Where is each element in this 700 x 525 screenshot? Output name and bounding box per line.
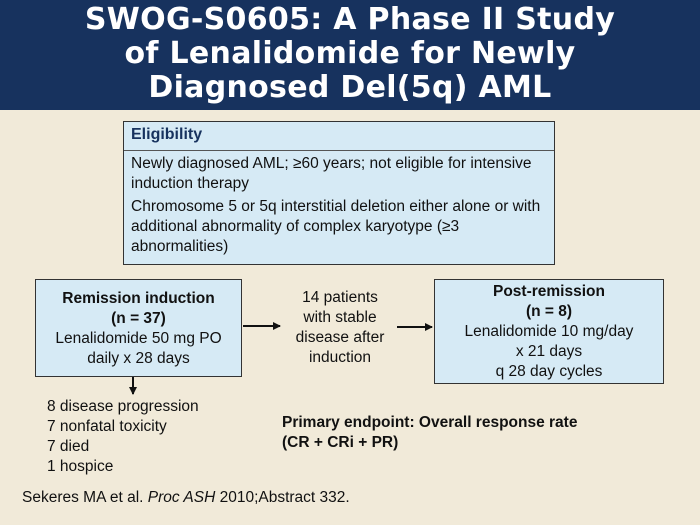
- remission-induction-n: (n = 37): [111, 310, 166, 327]
- stable-disease-line: 14 patients: [302, 289, 378, 306]
- citation-authors: Sekeres MA et al.: [22, 489, 144, 506]
- citation-journal: Proc ASH: [147, 489, 216, 506]
- primary-endpoint-line: (CR + CRi + PR): [282, 434, 399, 451]
- stable-disease-line: induction: [308, 349, 372, 366]
- stable-disease-line: disease after: [295, 329, 385, 346]
- post-remission-n: (n = 8): [525, 303, 573, 320]
- post-remission-drug: Lenalidomide 10 mg/day: [464, 323, 634, 340]
- outcome-item: 8 disease progression: [47, 398, 199, 415]
- eligibility-criterion: Newly diagnosed AML; ≥60 years; not eligible for intensive induction therapy: [131, 155, 532, 192]
- remission-induction-title: Remission induction: [62, 290, 215, 307]
- post-remission-cycles: q 28 day cycles: [495, 363, 603, 380]
- title-line: Diagnosed Del(5q) AML: [148, 70, 552, 105]
- outcome-item: 1 hospice: [47, 458, 114, 475]
- remission-induction-drug: Lenalidomide 50 mg PO: [55, 330, 222, 347]
- outcome-item: 7 nonfatal toxicity: [47, 418, 167, 435]
- eligibility-criterion: Chromosome 5 or 5q interstitial deletion either alone or with additional abnormality of complex karyotype (≥3 abnormalities): [131, 198, 541, 255]
- title-line: SWOG-S0605: A Phase II Study: [84, 2, 616, 37]
- remission-induction-schedule: daily x 28 days: [87, 350, 190, 367]
- title-line: of Lenalidomide for Newly: [124, 36, 576, 71]
- post-remission-duration: x 21 days: [515, 343, 583, 360]
- stable-disease-line: with stable: [303, 309, 377, 326]
- primary-endpoint-line: Primary endpoint: Overall response rate: [282, 414, 578, 431]
- citation-details: 2010;Abstract 332.: [219, 489, 350, 506]
- post-remission-title: Post-remission: [493, 283, 605, 300]
- outcome-item: 7 died: [47, 438, 90, 455]
- eligibility-heading: Eligibility: [131, 126, 203, 143]
